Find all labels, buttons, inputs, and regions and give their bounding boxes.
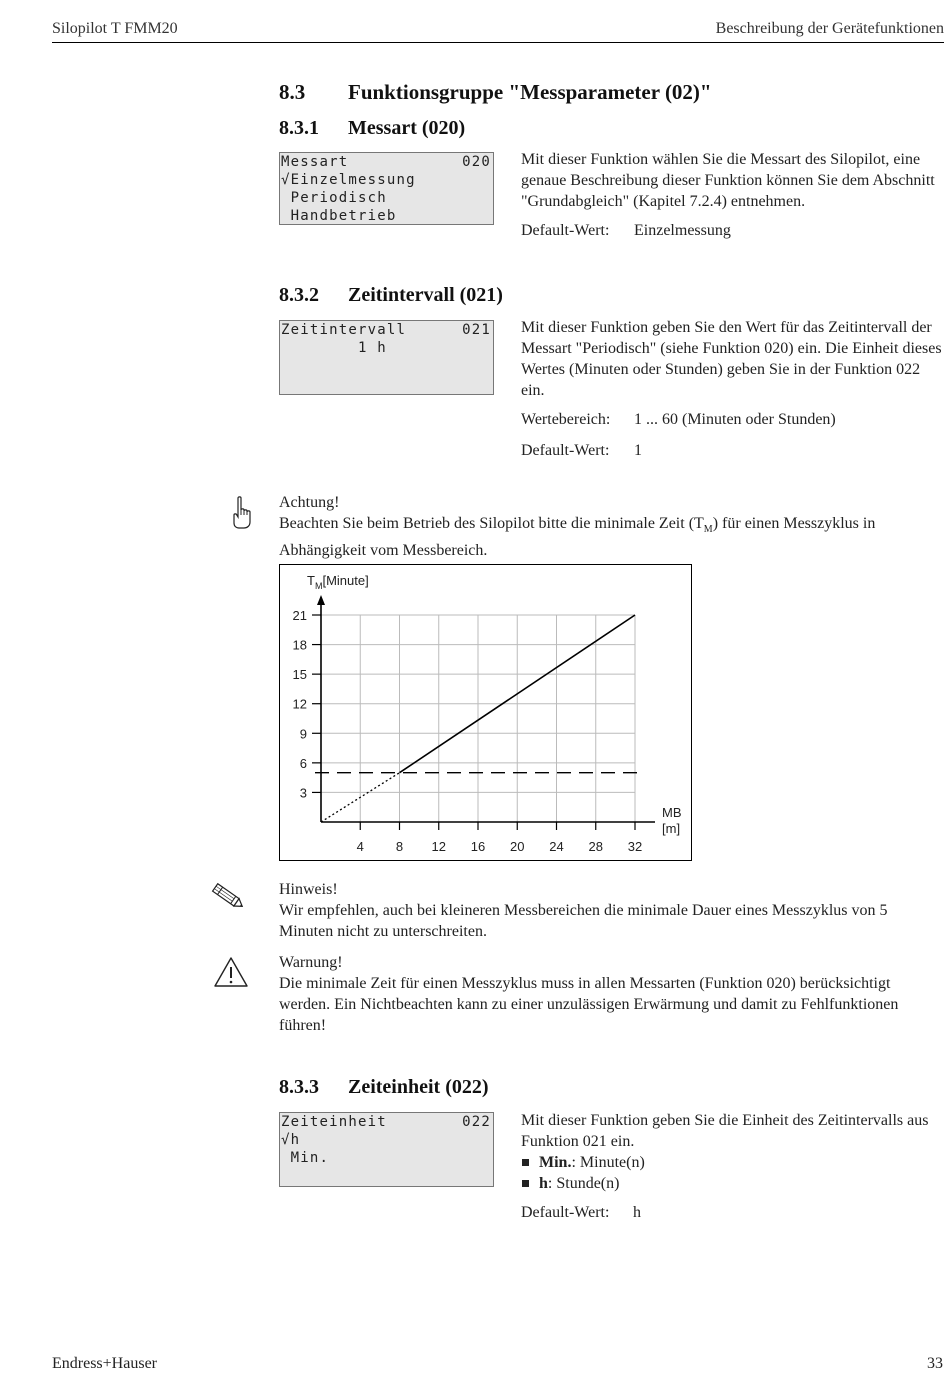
lcd-display-messart	[279, 152, 494, 225]
lcd-title: Messart	[281, 154, 349, 170]
hint-title: Hinweis!	[279, 881, 338, 898]
attention-note	[279, 492, 939, 561]
y-tick-label: 9	[299, 726, 307, 742]
subsection-heading-messart	[279, 117, 465, 140]
default-value: 1	[634, 442, 642, 459]
subsection-number: 8.3.2	[279, 284, 319, 306]
subsection-title: Zeiteinheit (022)	[348, 1076, 489, 1098]
hint-note	[279, 879, 939, 942]
section-number: 8.3	[279, 80, 306, 104]
warning-note	[279, 952, 939, 1036]
lcd-line: 1 h	[281, 340, 387, 356]
chart-axes	[317, 595, 655, 822]
y-tick-label: 21	[292, 608, 307, 623]
default-label: Default-Wert:	[521, 1204, 610, 1221]
subsection-number: 8.3.1	[279, 117, 319, 139]
unit-options-list	[521, 1152, 946, 1194]
page-number: 33	[927, 1355, 943, 1372]
lcd-code: 020	[462, 154, 491, 170]
header-chapter: Beschreibung der Gerätefunktionen	[715, 20, 944, 37]
pencil-icon	[208, 880, 248, 919]
lcd-code: 022	[462, 1114, 491, 1130]
subsection-number: 8.3.3	[279, 1076, 319, 1098]
x-tick-label: 8	[395, 839, 404, 854]
range-value: 1 ... 60 (Minuten oder Stunden)	[634, 411, 836, 428]
y-tick-label: 6	[299, 755, 307, 771]
zeiteinheit-description	[521, 1110, 946, 1194]
default-label: Default-Wert:	[521, 442, 610, 459]
lcd-title: Zeiteinheit	[281, 1114, 387, 1130]
section-heading	[279, 80, 712, 105]
list-item: h: Stunde(n)	[521, 1173, 946, 1194]
warning-text: Die minimale Zeit für einen Messzyklus muss in allen Messarten (Funktion 020) berücksichtigt werden. Ein Nichtbeachten kann zu einer unzulässigen Erwärmung und damit zu Fehlfunktionen führen!	[279, 975, 899, 1034]
x-tick-label: 4	[356, 839, 364, 854]
y-tick-label: 18	[292, 637, 307, 653]
x-axis-unit: [m]	[662, 821, 681, 836]
zeitintervall-range	[521, 411, 836, 429]
lcd-display-zeitintervall	[279, 320, 494, 395]
lcd-line: Handbetrieb	[281, 208, 397, 224]
attention-title: Achtung!	[279, 494, 340, 511]
messart-default	[521, 222, 731, 240]
zeitintervall-default	[521, 442, 642, 460]
x-tick-label: 20	[510, 839, 525, 854]
x-tick-label: 32	[627, 839, 643, 854]
default-value: Einzelmessung	[634, 222, 731, 239]
chart-svg	[280, 565, 691, 860]
hint-text: Wir empfehlen, auch bei kleineren Messbereichen die minimale Dauer eines Messzyklus von 5 Minuten nicht zu unterschreiten.	[279, 902, 888, 940]
zeitintervall-description: Mit dieser Funktion geben Sie den Wert für das Zeitintervall der Messart "Periodisch" (siehe Funktion 020) ein. Die Einheit dieses Wertes (Minuten oder Stunden) geben Sie in der Funktion 022 ein.	[521, 319, 942, 399]
bullet	[522, 1180, 529, 1187]
y-axis-arrow	[317, 595, 325, 605]
lcd-title: Zeitintervall	[281, 322, 407, 338]
subsection-title: Messart (020)	[348, 117, 466, 139]
attention-text: Beachten Sie beim Betrieb des Silopilot bitte die minimale Zeit $(T_M)$ für einen Messzyklus in Abhängigkeit vom Messbereich.	[279, 515, 876, 560]
y-tick-label: 15	[292, 667, 307, 683]
lcd-display-zeiteinheit	[279, 1112, 494, 1187]
x-tick-label: 12	[431, 839, 446, 854]
y-tick-label: 12	[292, 696, 307, 712]
section-title: Funktionsgruppe "Messparameter (02)"	[348, 80, 712, 104]
lcd-code: 021	[462, 322, 491, 338]
x-tick-label: 28	[588, 839, 603, 854]
x-tick-label: 24	[549, 839, 564, 854]
pointing-hand-icon	[228, 496, 258, 535]
subsection-title: Zeitintervall (021)	[348, 284, 503, 306]
default-label: Default-Wert:	[521, 222, 610, 239]
zeiteinheit-text: Mit dieser Funktion geben Sie die Einheit des Zeitintervalls aus Funktion 021 ein.	[521, 1112, 929, 1150]
warning-triangle-icon	[213, 955, 249, 994]
messart-description: Mit dieser Funktion wählen Sie die Messart des Silopilot, eine genaue Beschreibung dieser Funktion können Sie dem Abschnitt "Grundabgleich" (Kapitel 7.2.4) entnehmen.	[521, 151, 935, 210]
lcd-line: Min.	[281, 1150, 330, 1166]
header-product: Silopilot T FMM20	[52, 20, 178, 37]
footer-brand: Endress+Hauser	[52, 1355, 157, 1372]
lcd-line: √Einzelmessung	[281, 172, 416, 188]
y-axis-label: $T_M[Minute]$	[307, 573, 369, 591]
warning-title: Warnung!	[279, 954, 343, 971]
lcd-line: √h	[281, 1132, 301, 1148]
list-item: Min.: Minute(n)	[521, 1152, 946, 1173]
bullet	[522, 1159, 529, 1166]
zeiteinheit-default	[521, 1204, 641, 1222]
chart-measuring-cycle	[279, 564, 692, 861]
x-tick-label: 16	[470, 839, 486, 854]
header-rule	[52, 42, 944, 43]
x-axis-label: MB	[662, 805, 682, 820]
y-tick-label: 3	[299, 785, 307, 801]
range-label: Wertebereich:	[521, 411, 611, 428]
subsection-heading-zeitintervall	[279, 284, 503, 307]
lcd-line: Periodisch	[281, 190, 387, 206]
subsection-heading-zeiteinheit	[279, 1076, 489, 1099]
default-value: h	[633, 1204, 641, 1221]
